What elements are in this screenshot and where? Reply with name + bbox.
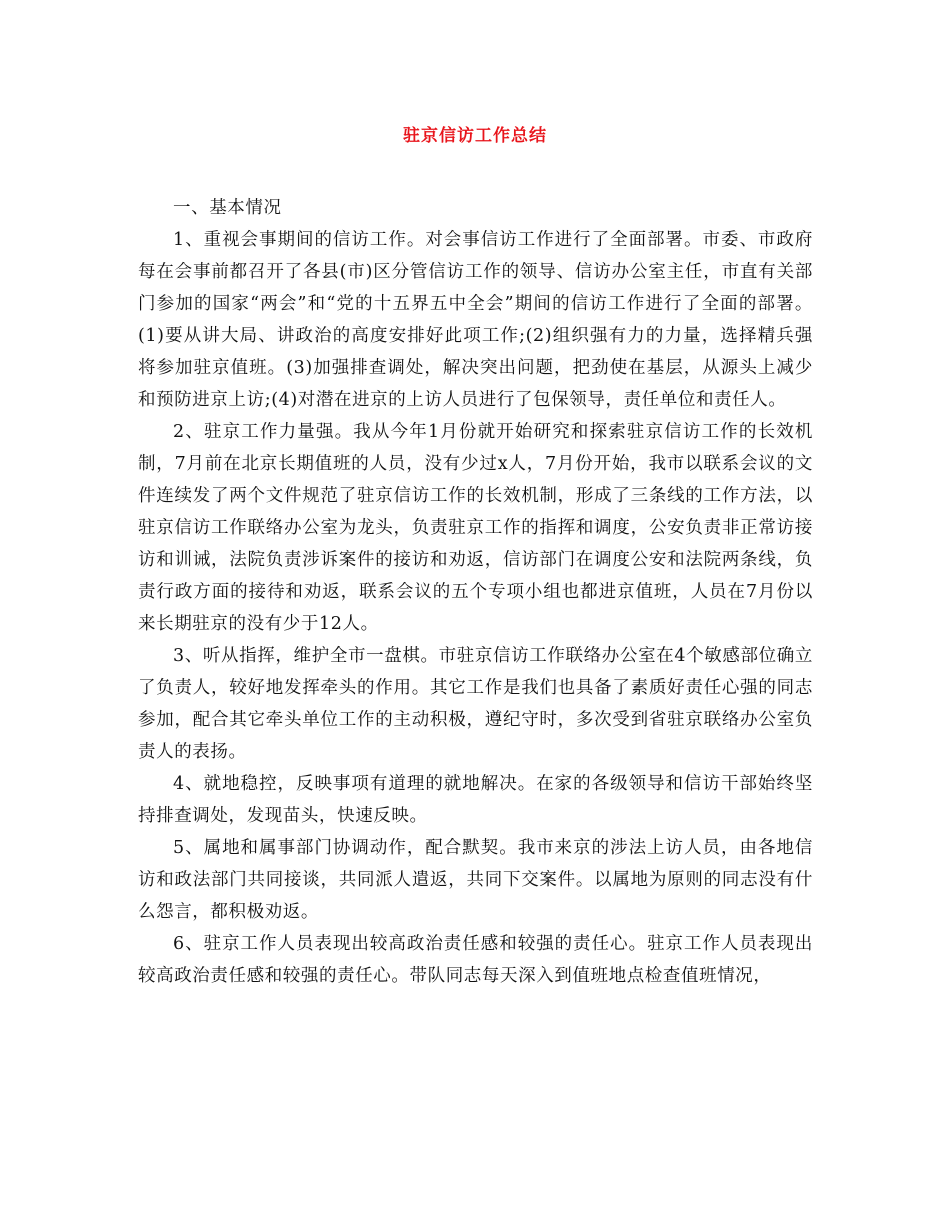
- paragraph-item-5: 5、属地和属事部门协调动作，配合默契。我市来京的涉法上访人员，由各地信访和政法部门共同接谈，共同派人遣返，共同下交案件。以属地为原则的同志没有什么怨言，都积极劝返。: [138, 838, 813, 922]
- document-body: [138, 192, 813, 992]
- paragraph-item-1: 1、重视会事期间的信访工作。对会事信访工作进行了全面部署。市委、市政府每在会事前都召开了各县(市)区分管信访工作的领导、信访办公室主任，市直有关部门参加的国家“两会”和“党的十五界五中全会”期间的信访工作进行了全面的部署。(1)要从讲大局、讲政治的高度安排好此项工作;(2)组织强有力的力量，选择精兵强将参加驻京值班。(3)加强排查调处，解决突出问题，把劲使在基层，从源头上减少和预防进京上访;(4)对潜在进京的上访人员进行了包保领导，责任单位和责任人。: [138, 230, 813, 410]
- paragraph-item-3: 3、听从指挥，维护全市一盘棋。市驻京信访工作联络办公室在4个敏感部位确立了负责人，较好地发挥牵头的作用。其它工作是我们也具备了素质好责任心强的同志参加，配合其它牵头单位工作的主动积极，遵纪守时，多次受到省驻京联络办公室负责人的表扬。: [138, 646, 813, 762]
- section-heading-basic-situation: 一、基本情况: [173, 198, 282, 218]
- paragraph-item-6: 6、驻京工作人员表现出较高政治责任感和较强的责任心。驻京工作人员表现出较高政治责任感和较强的责任心。带队同志每天深入到值班地点检查值班情况，: [138, 934, 813, 986]
- paragraph-item-2: 2、驻京工作力量强。我从今年1月份就开始研究和探索驻京信访工作的长效机制，7月前在北京长期值班的人员，没有少过x人，7月份开始，我市以联系会议的文件连续发了两个文件规范了驻京信访工作的长效机制，形成了三条线的工作方法，以驻京信访工作联络办公室为龙头，负责驻京工作的指挥和调度，公安负责非正常访接访和训诫，法院负责涉诉案件的接访和劝返，信访部门在调度公安和法院两条线，负责行政方面的接待和劝返，联系会议的五个专项小组也都进京值班，人员在7月份以来长期驻京的没有少于12人。: [138, 422, 813, 634]
- paragraph-item-4: 4、就地稳控，反映事项有道理的就地解决。在家的各级领导和信访干部始终坚持排查调处，发现苗头，快速反映。: [138, 774, 813, 826]
- document-title: 驻京信访工作总结: [403, 126, 547, 146]
